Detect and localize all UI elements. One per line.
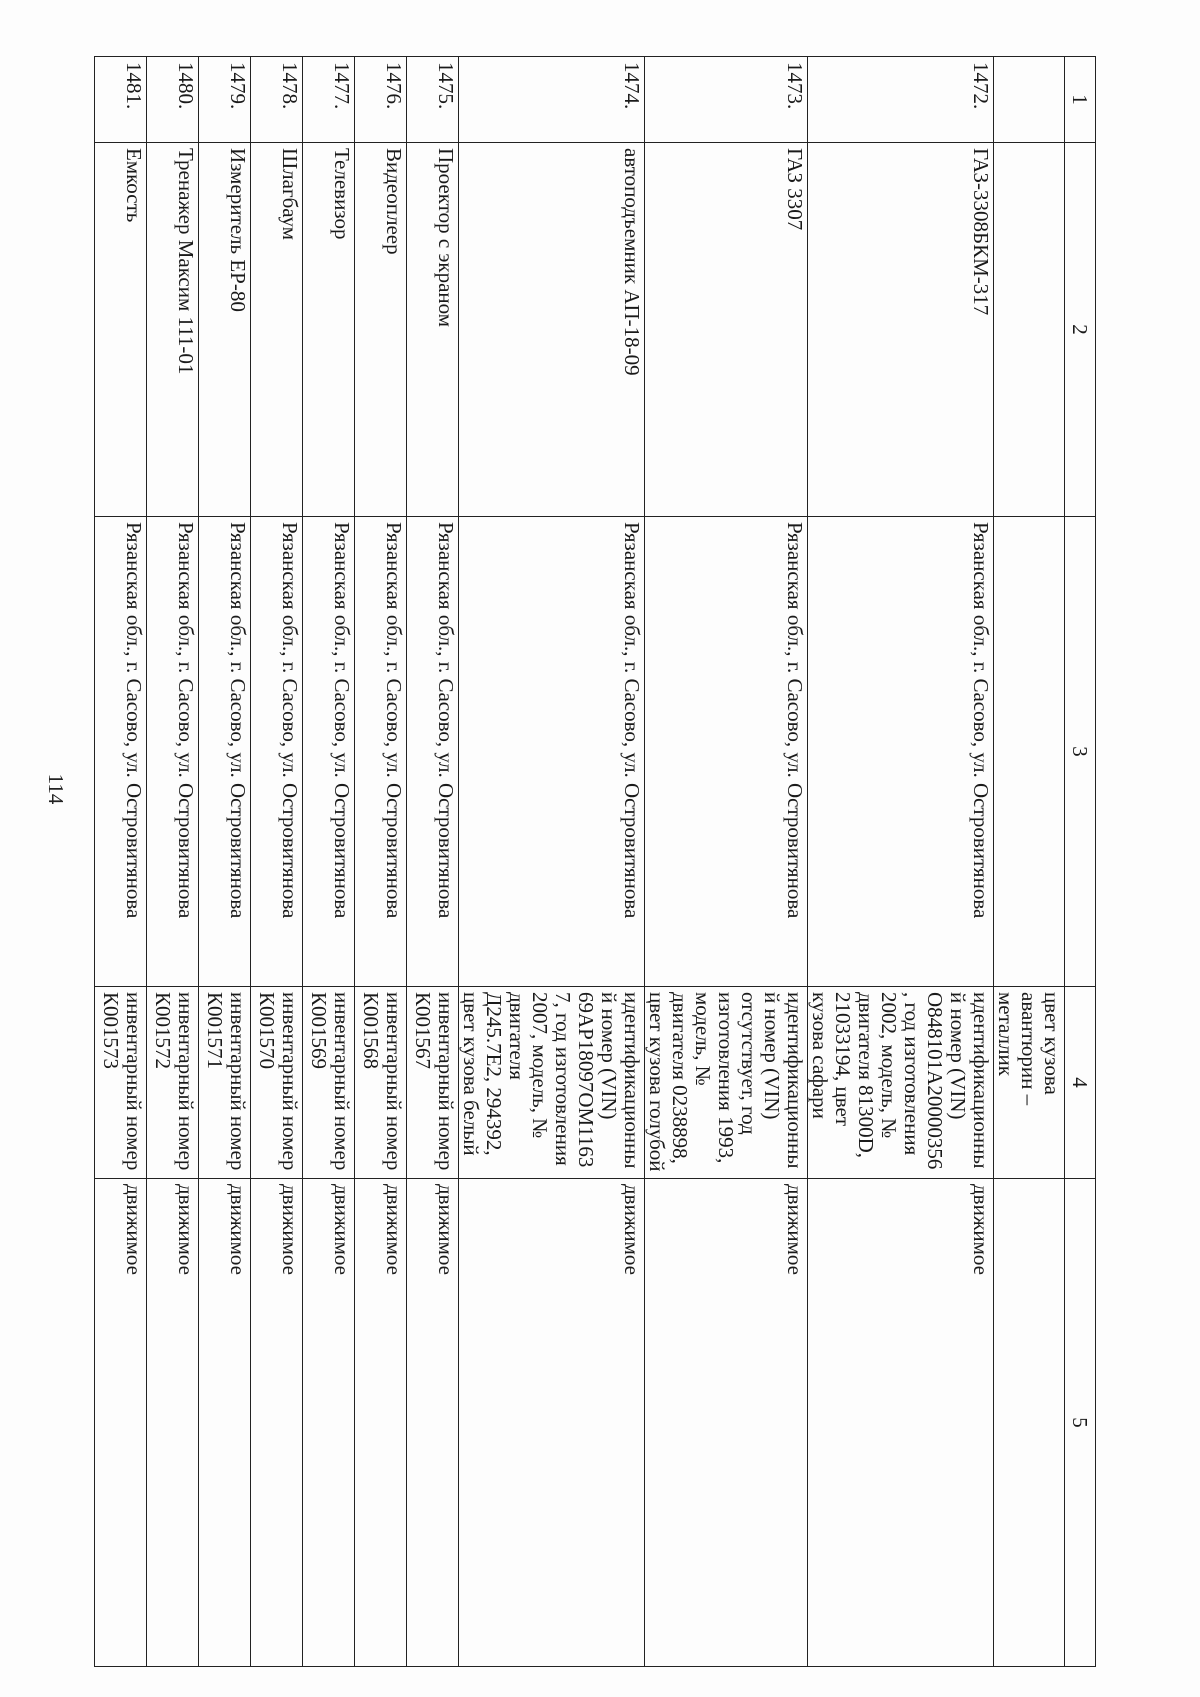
type-cell: движимое xyxy=(459,1179,645,1667)
row-number-cell: 1477. xyxy=(303,57,355,143)
row-number-cell: 1472. xyxy=(808,57,994,143)
address-cell: Рязанская обл., г. Сасово, ул. Островитянова xyxy=(459,517,645,987)
address-cell: Рязанская обл., г. Сасово, ул. Островитянова xyxy=(355,517,407,987)
characteristics-cell: инвентарный номер К001568 xyxy=(355,987,407,1179)
table-row xyxy=(147,57,199,1667)
characteristics-cell: идентификационный номер (VIN) 69AP18097OM11637, год изготовления 2007, модель, № двигателя Д245.7Е2, 294392, цвет кузова белый xyxy=(459,987,645,1179)
column-number-4: 4 xyxy=(1065,987,1096,1179)
row-number-cell: 1480. xyxy=(147,57,199,143)
row-number-cell: 1476. xyxy=(355,57,407,143)
row-number-cell: 1474. xyxy=(459,57,645,143)
address-cell: Рязанская обл., г. Сасово, ул. Островитянова xyxy=(303,517,355,987)
name-cell: Тренажер Максим 111-01 xyxy=(147,143,199,517)
name-cell: ГАЗ-3308БКМ-317 xyxy=(808,143,994,517)
characteristics-cell: инвентарный номер К001569 xyxy=(303,987,355,1179)
inventory-table xyxy=(94,56,1096,1667)
inventory-table-container xyxy=(99,56,1096,1666)
type-cell: движимое xyxy=(645,1179,808,1667)
column-number-row xyxy=(1065,57,1096,1667)
address-cell: Рязанская обл., г. Сасово, ул. Островитянова xyxy=(199,517,251,987)
column-number-1: 1 xyxy=(1065,57,1096,143)
type-cell: движимое xyxy=(199,1179,251,1667)
column-number-5: 5 xyxy=(1065,1179,1096,1667)
characteristics-cell: идентификационный номер (VIN) отсутствует, год изготовления 1993, модель, № двигателя 0238898, цвет кузова голубой xyxy=(645,987,808,1179)
name-cell: Измеритель ЕР-80 xyxy=(199,143,251,517)
name-cell: ГАЗ 3307 xyxy=(645,143,808,517)
name-cell: Емкость xyxy=(95,143,147,517)
characteristics-cell: инвентарный номер К001570 xyxy=(251,987,303,1179)
characteristics-cell: идентификационный номер (VIN) O848101A20000356, год изготовления 2002, модель, № двигателя 81300D, 21033194, цвет кузова сафари xyxy=(808,987,994,1179)
table-row xyxy=(645,57,808,1667)
table-row xyxy=(199,57,251,1667)
characteristics-cell: инвентарный номер К001571 xyxy=(199,987,251,1179)
characteristics-cell: инвентарный номер К001567 xyxy=(407,987,459,1179)
table-row xyxy=(355,57,407,1667)
address-cell: Рязанская обл., г. Сасово, ул. Островитянова xyxy=(251,517,303,987)
type-cell xyxy=(994,1179,1065,1667)
table-row xyxy=(808,57,994,1667)
row-number-cell: 1475. xyxy=(407,57,459,143)
name-cell: Проектор с экраном xyxy=(407,143,459,517)
table-row xyxy=(407,57,459,1667)
row-number-cell: 1481. xyxy=(95,57,147,143)
table-row xyxy=(95,57,147,1667)
row-number-cell: 1478. xyxy=(251,57,303,143)
column-number-2: 2 xyxy=(1065,143,1096,517)
type-cell: движимое xyxy=(251,1179,303,1667)
name-cell: Шлагбаум xyxy=(251,143,303,517)
characteristics-cell: цвет кузова авантюрин – металлик xyxy=(994,987,1065,1179)
address-cell: Рязанская обл., г. Сасово, ул. Островитянова xyxy=(808,517,994,987)
continuation-row xyxy=(994,57,1065,1667)
type-cell: движимое xyxy=(303,1179,355,1667)
characteristics-cell: инвентарный номер К001573 xyxy=(95,987,147,1179)
type-cell: движимое xyxy=(95,1179,147,1667)
name-cell: Телевизор xyxy=(303,143,355,517)
row-number-cell: 1479. xyxy=(199,57,251,143)
name-cell: автоподъемник АП-18-09 xyxy=(459,143,645,517)
table-row xyxy=(459,57,645,1667)
row-number-cell: 1473. xyxy=(645,57,808,143)
address-cell: Рязанская обл., г. Сасово, ул. Островитянова xyxy=(147,517,199,987)
type-cell: движимое xyxy=(407,1179,459,1667)
characteristics-cell: инвентарный номер К001572 xyxy=(147,987,199,1179)
table-row xyxy=(303,57,355,1667)
address-cell: Рязанская обл., г. Сасово, ул. Островитянова xyxy=(407,517,459,987)
address-cell xyxy=(994,517,1065,987)
type-cell: движимое xyxy=(808,1179,994,1667)
type-cell: движимое xyxy=(147,1179,199,1667)
row-number-cell xyxy=(994,57,1065,143)
type-cell: движимое xyxy=(355,1179,407,1667)
name-cell: Видеоплеер xyxy=(355,143,407,517)
name-cell xyxy=(994,143,1065,517)
table-row xyxy=(251,57,303,1667)
column-number-3: 3 xyxy=(1065,517,1096,987)
address-cell: Рязанская обл., г. Сасово, ул. Островитянова xyxy=(95,517,147,987)
address-cell: Рязанская обл., г. Сасово, ул. Островитянова xyxy=(645,517,808,987)
page-number: 114 xyxy=(44,773,68,805)
